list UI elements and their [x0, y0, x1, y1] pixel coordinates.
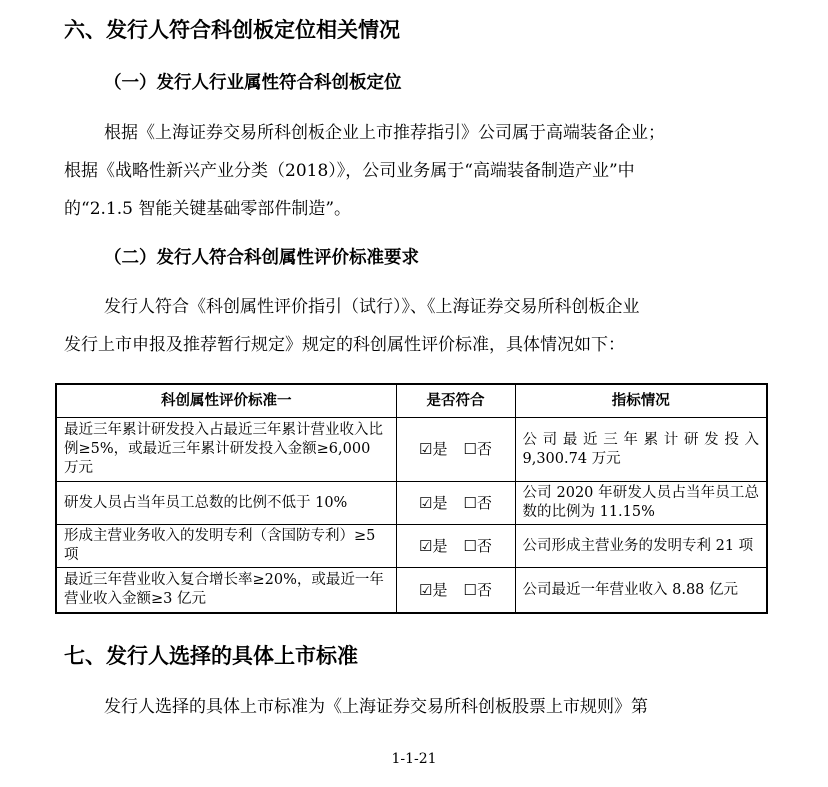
compliance-cell	[396, 568, 515, 614]
indicator-cell: 公司最近一年营业收入 8.88 亿元	[515, 568, 767, 614]
criteria-table	[55, 383, 768, 614]
section-7-heading: 七、发行人选择的具体上市标准	[64, 644, 358, 668]
listing-standard-paragraph	[64, 688, 764, 726]
table-row	[56, 568, 767, 614]
page-number: 1-1-21	[391, 751, 437, 767]
criteria-paragraph	[64, 288, 764, 364]
unchecked-no-checkbox[interactable]: ☐否	[463, 536, 492, 555]
subsection-1-heading: （一）发行人行业属性符合科创板定位	[104, 73, 402, 93]
paragraph-line: 的“2.1.5 智能关键基础零部件制造”。	[64, 199, 352, 219]
subsection-2-heading: （二）发行人符合科创属性评价标准要求	[104, 248, 419, 268]
table-header-row	[56, 384, 767, 418]
criterion-cell: 最近三年营业收入复合增长率≥20%，或最近一年营业收入金额≥3 亿元	[56, 568, 396, 614]
checked-yes-checkbox[interactable]: ☑是	[419, 536, 448, 555]
criterion-cell: 形成主营业务收入的发明专利（含国防专利）≥5 项	[56, 525, 396, 568]
compliance-cell	[396, 525, 515, 568]
table-row	[56, 418, 767, 482]
checked-yes-checkbox[interactable]: ☑是	[419, 493, 448, 512]
industry-paragraph	[64, 114, 764, 228]
indicator-cell: 公司 2020 年研发人员占当年员工总数的比例为 11.15%	[515, 482, 767, 525]
unchecked-no-checkbox[interactable]: ☐否	[463, 493, 492, 512]
paragraph-line: 发行人符合《科创属性评价指引（试行）》、《上海证券交易所科创板企业	[104, 297, 640, 317]
paragraph-line: 根据《战略性新兴产业分类（2018）》，公司业务属于“高端装备制造产业”中	[64, 161, 635, 181]
column-header-indicator: 指标情况	[515, 384, 767, 418]
section-6-heading: 六、发行人符合科创板定位相关情况	[64, 18, 400, 42]
paragraph-line: 发行上市申报及推荐暂行规定》规定的科创属性评价标准，具体情况如下：	[64, 335, 625, 355]
table-row	[56, 482, 767, 525]
criterion-cell: 研发人员占当年员工总数的比例不低于 10%	[56, 482, 396, 525]
checked-yes-checkbox[interactable]: ☑是	[419, 440, 448, 458]
paragraph-line: 发行人选择的具体上市标准为《上海证券交易所科创板股票上市规则》第	[104, 697, 648, 717]
column-header-criterion: 科创属性评价标准一	[56, 384, 396, 418]
table-row	[56, 525, 767, 568]
checked-yes-checkbox[interactable]: ☑是	[419, 580, 448, 599]
unchecked-no-checkbox[interactable]: ☐否	[463, 580, 492, 599]
paragraph-line: 根据《上海证券交易所科创板企业上市推荐指引》公司属于高端装备企业；	[104, 123, 665, 143]
indicator-cell: 公司最近三年累计研发投入 9,300.74 万元	[515, 418, 767, 482]
column-header-compliance: 是否符合	[396, 384, 515, 418]
compliance-cell	[396, 418, 515, 482]
unchecked-no-checkbox[interactable]: ☐否	[463, 440, 492, 458]
criterion-cell: 最近三年累计研发投入占最近三年累计营业收入比例≥5%，或最近三年累计研发投入金额≥6,000 万元	[56, 418, 396, 482]
indicator-cell: 公司形成主营业务的发明专利 21 项	[515, 525, 767, 568]
compliance-cell	[396, 482, 515, 525]
